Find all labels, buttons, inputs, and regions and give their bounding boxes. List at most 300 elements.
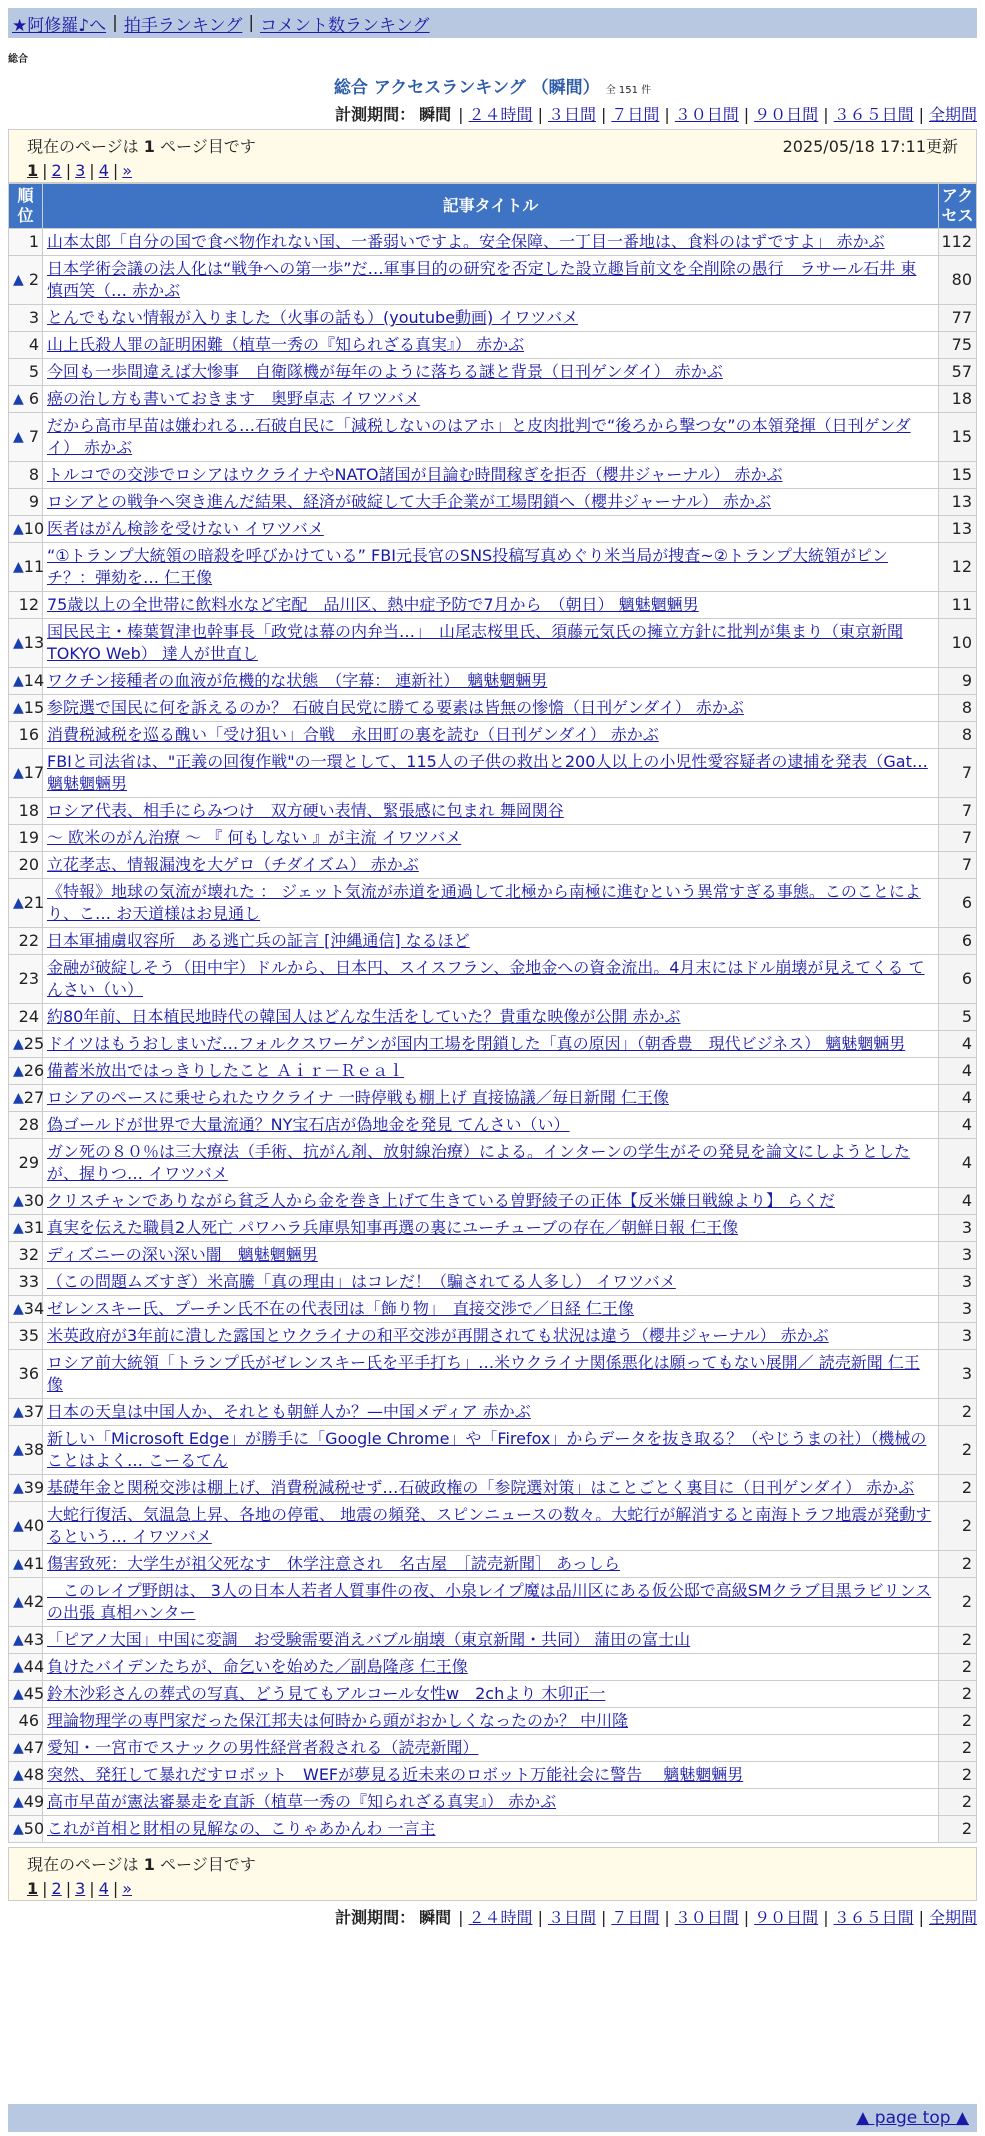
title-cell bbox=[43, 592, 939, 619]
rank-number: 19 bbox=[18, 828, 39, 847]
access-count: 2 bbox=[939, 1502, 977, 1551]
rank-number: 23 bbox=[18, 969, 39, 988]
ranking-row bbox=[9, 359, 977, 386]
title-cell bbox=[43, 825, 939, 852]
title-cell bbox=[43, 413, 939, 462]
access-count: 11 bbox=[939, 592, 977, 619]
title-cell bbox=[43, 1188, 939, 1215]
rank-up-icon: ▲ bbox=[13, 1556, 24, 1572]
rank-up-icon: ▲ bbox=[13, 765, 24, 781]
access-count: 10 bbox=[939, 619, 977, 668]
ranking-row bbox=[9, 1551, 977, 1578]
page-link-next[interactable]: » bbox=[122, 161, 133, 180]
ranking-row bbox=[9, 668, 977, 695]
article-link[interactable]: ディズニーの深い深い闇 魑魅魍魎男 bbox=[47, 1245, 318, 1264]
ranking-row bbox=[9, 852, 977, 879]
rank-cell bbox=[9, 798, 43, 825]
rank-number: 14 bbox=[23, 671, 45, 690]
article-link[interactable]: ワクチン接種者の血液が危機的な状態 （字幕： 連新社） 魑魅魍魎男 bbox=[47, 671, 548, 690]
access-count: 4 bbox=[939, 1058, 977, 1085]
rank-up-icon: ▲ bbox=[13, 1686, 24, 1702]
rank-cell bbox=[9, 1708, 43, 1735]
article-link[interactable]: 大蛇行復活、気温急上昇、各地の停電、 地震の頻発、スピンニュースの数々。大蛇行が解消すると南海トラフ地震が発動するという… イワツバメ bbox=[47, 1505, 932, 1546]
ranking-row bbox=[9, 1004, 977, 1031]
rank-cell bbox=[9, 1502, 43, 1551]
article-link[interactable]: 日本軍捕虜収容所 ある逃亡兵の証言 [沖縄通信] なるほど bbox=[47, 931, 470, 950]
period-option: 瞬間 bbox=[419, 1908, 452, 1927]
article-link[interactable]: だから高市早苗は嫌われる…石破自民に「減税しないのはアホ」と皮肉批判で“後ろから撃つ女”の本領発揮（日刊ゲンダイ） 赤かぶ bbox=[47, 416, 911, 457]
article-link[interactable]: 基礎年金と関税交渉は棚上げ、消費税減税せず…石破政権の「参院選対策」はことごとく裏目に（日刊ゲンダイ） 赤かぶ bbox=[47, 1478, 915, 1497]
period-option[interactable]: 全期間 bbox=[928, 105, 977, 124]
period-option[interactable]: ９０日間 bbox=[754, 105, 819, 124]
rank-number: 31 bbox=[23, 1218, 45, 1237]
article-link[interactable]: 傷害致死：大学生が祖父死なす 休学注意され 名古屋 ［読売新聞］ あっしら bbox=[47, 1554, 620, 1573]
rank-up-icon: ▲ bbox=[13, 1301, 24, 1317]
period-option[interactable]: ９０日間 bbox=[754, 1908, 819, 1927]
article-link[interactable]: ゼレンスキー氏、プーチン氏不在の代表団は「飾り物」 直接交渉で／日経 仁王像 bbox=[47, 1299, 634, 1318]
title-cell bbox=[43, 1031, 939, 1058]
rank-number: 16 bbox=[18, 725, 39, 744]
nav-separator: | bbox=[112, 13, 118, 33]
access-header: アクセス bbox=[939, 184, 977, 229]
rank-number: 20 bbox=[18, 855, 39, 874]
page-link[interactable]: 3 bbox=[75, 161, 86, 180]
article-link[interactable]: トルコでの交渉でロシアはウクライナやNATO諸国が目論む時間稼ぎを拒否（櫻井ジャーナル） 赤かぶ bbox=[47, 465, 783, 484]
access-count: 80 bbox=[939, 256, 977, 305]
title-cell bbox=[43, 256, 939, 305]
page-link[interactable]: 4 bbox=[98, 161, 109, 180]
article-link[interactable]: 〜 欧米のがん治療 〜 『 何もしない 』が主流 イワツバメ bbox=[47, 828, 462, 847]
article-link[interactable]: 理論物理学の専門家だった保江邦夫は何時から頭がおかしくなったのか？ 中川隆 bbox=[47, 1711, 629, 1730]
title-cell bbox=[43, 229, 939, 256]
article-link[interactable]: 75歳以上の全世帯に飲料水など宅配 品川区、熱中症予防で7月から （朝日） 魑魅魍魎男 bbox=[47, 595, 699, 614]
period-separator: | bbox=[537, 105, 543, 124]
rank-number: 37 bbox=[23, 1402, 45, 1421]
pager-bottom bbox=[8, 1847, 977, 1901]
rank-number: 38 bbox=[23, 1440, 45, 1459]
ranking-row bbox=[9, 543, 977, 592]
rank-number: 30 bbox=[23, 1191, 45, 1210]
rank-number: 9 bbox=[28, 492, 39, 511]
period-separator: | bbox=[918, 105, 924, 124]
rank-up-icon: ▲ bbox=[13, 1220, 24, 1236]
title-cell bbox=[43, 1627, 939, 1654]
page-links bbox=[27, 1879, 958, 1898]
rank-number: 32 bbox=[18, 1245, 39, 1264]
access-count: 15 bbox=[939, 413, 977, 462]
rank-up-icon: ▲ bbox=[13, 1063, 24, 1079]
ranking-row bbox=[9, 879, 977, 928]
title-cell bbox=[43, 879, 939, 928]
access-count: 2 bbox=[939, 1399, 977, 1426]
rank-number: 50 bbox=[23, 1819, 45, 1838]
ranking-row bbox=[9, 462, 977, 489]
rank-up-icon: ▲ bbox=[13, 391, 24, 407]
ranking-row bbox=[9, 1502, 977, 1551]
access-count: 75 bbox=[939, 332, 977, 359]
rank-number: 41 bbox=[23, 1554, 45, 1573]
period-separator: | bbox=[537, 1908, 543, 1927]
ranking-row bbox=[9, 1323, 977, 1350]
period-separator: | bbox=[600, 105, 607, 124]
article-link[interactable]: 《特報》地球の気流が壊れた ： ジェット気流が赤道を通過して北極から南極に進むという異常すぎる事態。このことにより、こ… お天道様はお見通し bbox=[47, 882, 921, 923]
rank-cell bbox=[9, 749, 43, 798]
access-count: 3 bbox=[939, 1269, 977, 1296]
period-option[interactable]: ２４時間 bbox=[468, 1908, 533, 1927]
rank-cell bbox=[9, 668, 43, 695]
updated-timestamp: 2025/05/18 17:11更新 bbox=[782, 137, 958, 156]
period-separator: | bbox=[458, 1908, 464, 1927]
rank-number: 7 bbox=[28, 427, 39, 446]
period-option[interactable]: ３０日間 bbox=[674, 105, 739, 124]
title-header: 記事タイトル bbox=[43, 184, 939, 229]
rank-number: 45 bbox=[23, 1684, 45, 1703]
ranking-row bbox=[9, 229, 977, 256]
ranking-table bbox=[8, 183, 977, 1843]
rank-number: 28 bbox=[18, 1115, 39, 1134]
period-selector-bottom bbox=[8, 1905, 977, 1928]
ranking-row bbox=[9, 489, 977, 516]
rank-cell bbox=[9, 543, 43, 592]
ranking-row bbox=[9, 1139, 977, 1188]
article-link[interactable]: 立花孝志、情報漏洩を大ゲロ（チダイズム） 赤かぶ bbox=[47, 855, 419, 874]
page-link[interactable]: 2 bbox=[51, 1879, 62, 1898]
rank-cell bbox=[9, 229, 43, 256]
period-separator: | bbox=[823, 105, 829, 124]
category-label: 総合 bbox=[8, 54, 28, 65]
ranking-row bbox=[9, 955, 977, 1004]
article-link[interactable]: 山上氏殺人罪の証明困難（植草一秀の『知られざる真実』） 赤かぶ bbox=[47, 335, 525, 354]
page-link[interactable]: 4 bbox=[98, 1879, 109, 1898]
article-link[interactable]: 突然、発狂して暴れだすロボット WEFが夢見る近未来のロボット万能社会に警告 魑魅魍魎男 bbox=[47, 1765, 744, 1784]
rank-up-icon: ▲ bbox=[13, 1090, 24, 1106]
article-link[interactable]: 鈴木沙彩さんの葬式の写真、どう見てもアルコール女性w 2chより 木卯正一 bbox=[47, 1684, 606, 1703]
ranking-row bbox=[9, 1681, 977, 1708]
rank-number: 12 bbox=[18, 595, 39, 614]
access-count: 4 bbox=[939, 1188, 977, 1215]
rank-number: 18 bbox=[18, 801, 39, 820]
article-link[interactable]: とんでもない情報が入りました（火事の話も）(youtube動画) イワツバメ bbox=[47, 308, 579, 327]
page-link[interactable]: 2 bbox=[51, 161, 62, 180]
rank-cell bbox=[9, 1269, 43, 1296]
article-link[interactable]: 約80年前、日本植民地時代の韓国人はどんな生活をしていた？貴重な映像が公開 赤かぶ bbox=[47, 1007, 681, 1026]
article-link[interactable]: 米英政府が3年前に潰した露国とウクライナの和平交渉が再開されても状況は違う（櫻井ジャーナル） 赤かぶ bbox=[47, 1326, 829, 1345]
access-count: 2 bbox=[939, 1627, 977, 1654]
rank-cell bbox=[9, 1031, 43, 1058]
page-top-link[interactable]: ▲ page top ▲ bbox=[856, 2108, 969, 2128]
article-link[interactable]: 備蓄米放出ではっきりしたこと Ａｉｒ－Ｒｅａｌ bbox=[47, 1061, 405, 1080]
article-link[interactable]: ガン死の８０％は三大療法（手術、抗がん剤、放射線治療）による。インターンの学生がその発見を論文にしようとしたが、握りつ… イワツバメ bbox=[47, 1142, 911, 1183]
ranking-row bbox=[9, 1627, 977, 1654]
rank-up-icon: ▲ bbox=[13, 1794, 24, 1810]
current-page-prefix: 現在のページは bbox=[27, 1855, 139, 1874]
rank-cell bbox=[9, 879, 43, 928]
article-link[interactable]: 偽ゴールドが世界で大量流通？NY宝石店が偽地金を発見 てんさい（い） bbox=[47, 1115, 570, 1134]
rank-number: 44 bbox=[23, 1657, 45, 1676]
rank-number: 43 bbox=[23, 1630, 45, 1649]
current-page-info bbox=[27, 134, 256, 157]
title-cell bbox=[43, 1323, 939, 1350]
access-count: 7 bbox=[939, 852, 977, 879]
rank-number: 39 bbox=[23, 1478, 45, 1497]
access-count: 5 bbox=[939, 1004, 977, 1031]
title-cell bbox=[43, 332, 939, 359]
home-link[interactable]: ★阿修羅♪へ bbox=[12, 15, 107, 36]
article-link[interactable]: ロシアのペースに乗せられたウクライナ 一時停戦も棚上げ 直接協議／毎日新聞 仁王像 bbox=[47, 1088, 669, 1107]
article-link[interactable]: 消費税減税を巡る醜い「受け狙い」合戦 永田町の裏を読む（日刊ゲンダイ） 赤かぶ bbox=[47, 725, 659, 744]
rank-up-icon: ▲ bbox=[13, 1518, 24, 1534]
access-count: 6 bbox=[939, 928, 977, 955]
article-link[interactable]: 新しい「Microsoft Edge」が勝手に「Google Chrome」や「Firefox」からデータを抜き取る？（やじうまの社）（機械のことはよく… こーるてん bbox=[47, 1429, 927, 1470]
ranking-row bbox=[9, 1350, 977, 1399]
title-cell bbox=[43, 462, 939, 489]
ranking-row bbox=[9, 1085, 977, 1112]
current-page-number: 1 bbox=[143, 137, 155, 156]
article-link[interactable]: 金融が破綻しそう（田中宇）ドルから、日本円、スイスフラン、金地金への資金流出。4月末にはドル崩壊が見えてくる てんさい（い） bbox=[47, 958, 925, 999]
rank-cell bbox=[9, 1323, 43, 1350]
article-link[interactable]: クリスチャンでありながら貧乏人から金を巻き上げて生きている曽野綾子の正体【反米嫌日戦線より】 らくだ bbox=[47, 1191, 835, 1210]
rank-cell bbox=[9, 256, 43, 305]
page-separator: | bbox=[42, 1879, 48, 1898]
title-cell bbox=[43, 1269, 939, 1296]
rank-cell bbox=[9, 1578, 43, 1627]
title-cell bbox=[43, 1475, 939, 1502]
period-option[interactable]: ７日間 bbox=[611, 1908, 660, 1927]
title-cell bbox=[43, 619, 939, 668]
ranking-row bbox=[9, 1426, 977, 1475]
article-link[interactable]: 愛知・一宮市でスナックの男性経営者殺される（読売新聞） bbox=[47, 1738, 479, 1757]
period-option[interactable]: 全期間 bbox=[928, 1908, 977, 1927]
title-cell bbox=[43, 543, 939, 592]
rank-cell bbox=[9, 462, 43, 489]
article-link[interactable]: 山本太郎「自分の国で食べ物作れない国、一番弱いですよ。安全保障、一丁目一番地は、食料のはずですよ」 赤かぶ bbox=[47, 232, 885, 251]
period-separator: | bbox=[458, 105, 464, 124]
rank-up-icon: ▲ bbox=[13, 1821, 24, 1837]
period-option[interactable]: ３日間 bbox=[547, 105, 596, 124]
title-cell bbox=[43, 1350, 939, 1399]
title-cell bbox=[43, 798, 939, 825]
rank-up-icon: ▲ bbox=[13, 1404, 24, 1420]
rank-cell bbox=[9, 1654, 43, 1681]
ranking-row bbox=[9, 1789, 977, 1816]
ranking-row bbox=[9, 1269, 977, 1296]
rank-cell bbox=[9, 1085, 43, 1112]
article-link[interactable]: FBIと司法省は、"正義の回復作戦"の一環として、115人の子供の救出と200人以上の小児性愛容疑者の逮捕を発表（Gat… 魑魅魍魎男 bbox=[47, 752, 928, 793]
article-link[interactable]: このレイプ野朗は、 3人の日本人若者人質事件の夜、小泉レイプ魔は品川区にある仮公邸で高級SMクラブ目黒ラビリンスの出張 真相ハンター bbox=[47, 1581, 932, 1622]
rank-cell bbox=[9, 1627, 43, 1654]
rank-number: 35 bbox=[18, 1326, 39, 1345]
article-link[interactable]: 参院選で国民に何を訴えるのか？ 石破自民党に勝てる要素は皆無の惨憺（日刊ゲンダイ） 赤かぶ bbox=[47, 698, 744, 717]
title-cell bbox=[43, 1139, 939, 1188]
rank-up-icon: ▲ bbox=[13, 1594, 24, 1610]
rank-number: 25 bbox=[23, 1034, 45, 1053]
period-option[interactable]: ３６５日間 bbox=[833, 105, 914, 124]
ranking-row bbox=[9, 798, 977, 825]
access-count: 4 bbox=[939, 1112, 977, 1139]
rank-cell bbox=[9, 516, 43, 543]
article-link[interactable]: 高市早苗が憲法審暴走を直訴（植草一秀の『知られざる真実』） 赤かぶ bbox=[47, 1792, 557, 1811]
access-count: 3 bbox=[939, 1242, 977, 1269]
rank-cell bbox=[9, 1188, 43, 1215]
total-count: 全 151 件 bbox=[605, 85, 652, 96]
top-nav-bar bbox=[8, 8, 977, 38]
article-link[interactable]: ロシア前大統領「トランプ氏がゼレンスキー氏を平手打ち」…米ウクライナ関係悪化は願ってもない展開／ 読売新聞 仁王像 bbox=[47, 1353, 920, 1394]
period-selector-top bbox=[8, 102, 977, 125]
rank-up-icon: ▲ bbox=[13, 1193, 24, 1209]
access-count: 7 bbox=[939, 825, 977, 852]
rank-number: 34 bbox=[23, 1299, 45, 1318]
rank-up-icon: ▲ bbox=[13, 700, 24, 716]
article-link[interactable]: 負けたバイデンたちが、命乞いを始めた／副島隆彦 仁王像 bbox=[47, 1657, 468, 1676]
ranking-row bbox=[9, 1762, 977, 1789]
page-link-next[interactable]: » bbox=[122, 1879, 133, 1898]
rank-number: 26 bbox=[23, 1061, 45, 1080]
title-cell bbox=[43, 749, 939, 798]
access-count: 7 bbox=[939, 798, 977, 825]
ranking-row bbox=[9, 1296, 977, 1323]
rank-up-icon: ▲ bbox=[13, 895, 24, 911]
title-cell bbox=[43, 1762, 939, 1789]
ranking-row bbox=[9, 1188, 977, 1215]
article-link[interactable]: 今回も一歩間違えば大惨事 自衛隊機が毎年のように落ちる謎と背景（日刊ゲンダイ） 赤かぶ bbox=[47, 362, 723, 381]
current-page-suffix: ページ目です bbox=[160, 137, 256, 156]
rank-up-icon: ▲ bbox=[13, 521, 24, 537]
ranking-row bbox=[9, 592, 977, 619]
period-option[interactable]: ２４時間 bbox=[468, 105, 533, 124]
period-option[interactable]: ３日間 bbox=[547, 1908, 596, 1927]
title-cell bbox=[43, 1708, 939, 1735]
rank-cell bbox=[9, 1475, 43, 1502]
period-option[interactable]: ３０日間 bbox=[674, 1908, 739, 1927]
rank-number: 11 bbox=[23, 557, 45, 576]
rank-up-icon: ▲ bbox=[13, 559, 24, 575]
page-separator: | bbox=[42, 161, 48, 180]
title-cell bbox=[43, 1215, 939, 1242]
page-link-current: 1 bbox=[27, 161, 39, 180]
ranking-row bbox=[9, 722, 977, 749]
period-separator: | bbox=[823, 1908, 829, 1927]
rank-cell bbox=[9, 359, 43, 386]
article-link[interactable]: 日本学術会議の法人化は“戦争への第一歩”だ…軍事目的の研究を否定した設立趣旨前文を全削除の愚行 ラサール石井 東 慎西笑（… 赤かぶ bbox=[47, 259, 917, 300]
rank-number: 47 bbox=[23, 1738, 45, 1757]
ranking-row bbox=[9, 305, 977, 332]
rank-number: 13 bbox=[23, 633, 45, 652]
rank-cell bbox=[9, 1735, 43, 1762]
rank-cell bbox=[9, 1426, 43, 1475]
article-link[interactable]: ドイツはもうおしまいだ…フォルクスワーゲンが国内工場を閉鎖した「真の原因」（朝香豊 現代ビジネス） 魑魅魍魎男 bbox=[47, 1034, 906, 1053]
rank-cell bbox=[9, 1350, 43, 1399]
rank-number: 3 bbox=[28, 308, 39, 327]
article-link[interactable]: 日本の天皇は中国人か、それとも朝鮮人か？—中国メディア 赤かぶ bbox=[47, 1402, 531, 1421]
title-cell bbox=[43, 305, 939, 332]
access-count: 9 bbox=[939, 668, 977, 695]
access-count: 2 bbox=[939, 1735, 977, 1762]
page-title-text: 総合 アクセスランキング （瞬間） bbox=[333, 78, 600, 98]
article-link[interactable]: 国民民主・榛葉賀津也幹事長「政党は幕の内弁当…」 山尾志桜里氏、須藤元気氏の擁立方針に批判が集まり（東京新聞TOKYO Web） 達人が世直し bbox=[47, 622, 904, 663]
page-separator: | bbox=[89, 161, 95, 180]
rank-cell bbox=[9, 1058, 43, 1085]
article-link[interactable]: 「ピアノ大国」中国に変調 お受験需要消えバブル崩壊（東京新聞・共同） 蒲田の富士山 bbox=[47, 1630, 691, 1649]
clap-ranking-link[interactable]: 拍手ランキング bbox=[123, 15, 243, 36]
access-count: 2 bbox=[939, 1708, 977, 1735]
article-link[interactable]: 真実を伝えた職員2人死亡 パワハラ兵庫県知事再選の裏にユーチューブの存在／朝鮮日報 仁王像 bbox=[47, 1218, 739, 1237]
rank-number: 4 bbox=[28, 335, 39, 354]
rank-number: 15 bbox=[23, 698, 45, 717]
access-count: 2 bbox=[939, 1578, 977, 1627]
access-count: 6 bbox=[939, 879, 977, 928]
article-link[interactable]: ロシアとの戦争へ突き進んだ結果、経済が破綻して大手企業が工場閉鎖へ（櫻井ジャーナル） 赤かぶ bbox=[47, 492, 771, 511]
rank-number: 8 bbox=[28, 465, 39, 484]
period-separator: | bbox=[743, 105, 750, 124]
article-link[interactable]: これが首相と財相の見解なの、こりゃあかんわ 一言主 bbox=[47, 1819, 436, 1838]
rank-cell bbox=[9, 386, 43, 413]
comment-ranking-link[interactable]: コメント数ランキング bbox=[260, 15, 430, 36]
nav-separator: | bbox=[248, 13, 255, 33]
page-separator: | bbox=[112, 161, 119, 180]
period-option[interactable]: ３６５日間 bbox=[833, 1908, 914, 1927]
rank-number: 42 bbox=[23, 1592, 45, 1611]
rank-cell bbox=[9, 332, 43, 359]
period-option[interactable]: ７日間 bbox=[611, 105, 660, 124]
article-link[interactable]: “①トランプ大統領の暗殺を呼びかけている” FBI元長官のSNS投稿写真めぐり米当局が捜査~②トランプ大統領がピンチ？：弾劾を… 仁王像 bbox=[47, 546, 888, 587]
title-cell bbox=[43, 1426, 939, 1475]
article-link[interactable]: 癌の治し方も書いておきます 奥野卓志 イワツバメ bbox=[47, 389, 420, 408]
title-cell bbox=[43, 668, 939, 695]
rank-number: 36 bbox=[18, 1364, 39, 1383]
rank-cell bbox=[9, 722, 43, 749]
ranking-row bbox=[9, 1112, 977, 1139]
page-link-current: 1 bbox=[27, 1879, 39, 1898]
rank-cell bbox=[9, 1762, 43, 1789]
ranking-row bbox=[9, 1031, 977, 1058]
title-cell bbox=[43, 1085, 939, 1112]
rank-number: 6 bbox=[28, 389, 39, 408]
rank-number: 10 bbox=[23, 519, 45, 538]
title-cell bbox=[43, 1654, 939, 1681]
title-cell bbox=[43, 1112, 939, 1139]
article-link[interactable]: ロシア代表、相手にらみつけ 双方硬い表情、緊張感に包まれ 舞岡関谷 bbox=[47, 801, 564, 820]
access-count: 12 bbox=[939, 543, 977, 592]
access-count: 4 bbox=[939, 1139, 977, 1188]
rank-number: 2 bbox=[28, 270, 39, 289]
ranking-row bbox=[9, 1475, 977, 1502]
article-link[interactable]: （この問題ムズすぎ）米高騰「真の理由」はコレだ！（騙されてる人多し） イワツバメ bbox=[47, 1272, 676, 1291]
title-cell bbox=[43, 1296, 939, 1323]
rank-number: 1 bbox=[28, 232, 39, 251]
rank-up-icon: ▲ bbox=[13, 1740, 24, 1756]
ranking-row bbox=[9, 1654, 977, 1681]
article-link[interactable]: 医者はがん検診を受けない イワツバメ bbox=[47, 519, 324, 538]
ranking-row bbox=[9, 619, 977, 668]
access-count: 2 bbox=[939, 1762, 977, 1789]
rank-up-icon: ▲ bbox=[13, 1767, 24, 1783]
rank-number: 46 bbox=[18, 1711, 39, 1730]
ranking-row bbox=[9, 413, 977, 462]
title-cell bbox=[43, 1399, 939, 1426]
rank-number: 33 bbox=[18, 1272, 39, 1291]
ranking-row bbox=[9, 749, 977, 798]
rank-cell bbox=[9, 1681, 43, 1708]
page-link[interactable]: 3 bbox=[75, 1879, 86, 1898]
access-count: 57 bbox=[939, 359, 977, 386]
ranking-row bbox=[9, 386, 977, 413]
period-separator: | bbox=[664, 105, 670, 124]
title-cell bbox=[43, 359, 939, 386]
ranking-row bbox=[9, 1242, 977, 1269]
rank-cell bbox=[9, 825, 43, 852]
page-separator: | bbox=[89, 1879, 95, 1898]
access-count: 3 bbox=[939, 1323, 977, 1350]
